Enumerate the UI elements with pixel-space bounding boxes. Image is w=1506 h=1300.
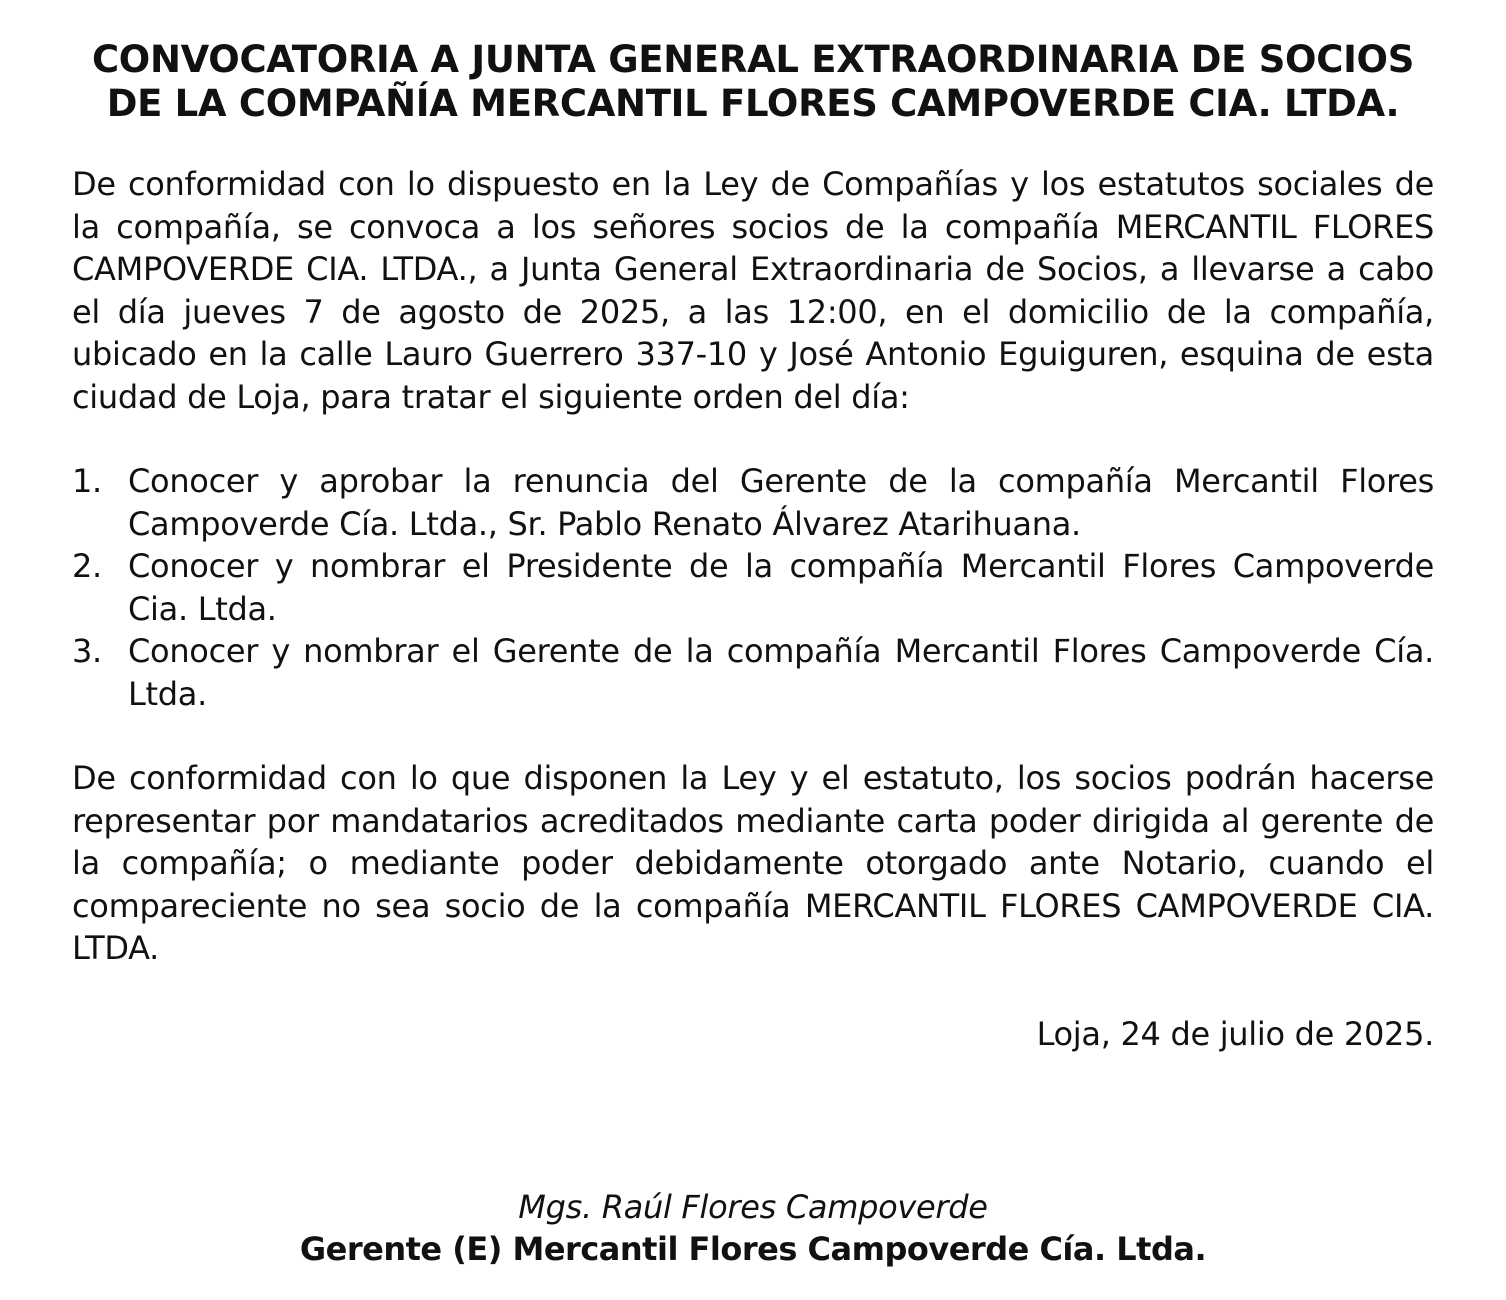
agenda-item-1 [72, 460, 1434, 545]
place-date: Loja, 24 de julio de 2025. [1036, 1014, 1434, 1053]
signature-block [0, 1186, 1506, 1270]
agenda-item-2 [72, 545, 1434, 630]
closing-paragraph: De conformidad con lo que disponen la Ley y el estatuto, los socios podrán hacerse representar por mandatarios acreditados mediante carta poder dirigida al gerente de la compañía; o mediante poder debidamente otorgado ante Notario, cuando el compareciente no sea socio de la compañía MERCANTIL FLORES CAMPOVERDE CIA. LTDA. [72, 759, 1434, 967]
signature-role: Gerente (E) Mercantil Flores Campoverde Cía. Ltda. [299, 1230, 1207, 1268]
title-line-1: CONVOCATORIA A JUNTA GENERAL EXTRAORDINARIA DE SOCIOS [91, 38, 1415, 81]
agenda-list [72, 460, 1434, 715]
intro-paragraph: De conformidad con lo dispuesto en la Ley de Compañías y los estatutos sociales de la compañía, se convoca a los señores socios de la compañía MERCANTIL FLORES CAMPOVERDE CIA. LTDA., a Junta General Extraordinaria de Socios, a llevarse a cabo el día jueves 7 de agosto de 2025, a las 12:00, en el domicilio de la compañía, ubicado en la calle Lauro Guerrero 337-10 y José Antonio Eguiguren, esquina de esta ciudad de Loja, para tratar el siguiente orden del día: [72, 165, 1434, 416]
agenda-item-3 [72, 630, 1434, 715]
title-line-2: DE LA COMPAÑÍA MERCANTIL FLORES CAMPOVERDE CIA. LTDA. [106, 82, 1400, 125]
document-title [72, 38, 1434, 126]
agenda-number: 2. [72, 547, 102, 585]
agenda-text: Conocer y nombrar el Gerente de la compañía Mercantil Flores Campoverde Cía. Ltda. [128, 632, 1434, 713]
agenda-number: 3. [72, 632, 102, 670]
agenda-text: Conocer y aprobar la renuncia del Gerente de la compañía Mercantil Flores Campoverde Cía. Ltda., Sr. Pablo Renato Álvarez Atarihuana. [128, 462, 1434, 543]
signature-name: Mgs. Raúl Flores Campoverde [518, 1188, 988, 1226]
agenda-number: 1. [72, 462, 102, 500]
agenda-text: Conocer y nombrar el Presidente de la compañía Mercantil Flores Campoverde Cia. Ltda. [128, 547, 1434, 628]
